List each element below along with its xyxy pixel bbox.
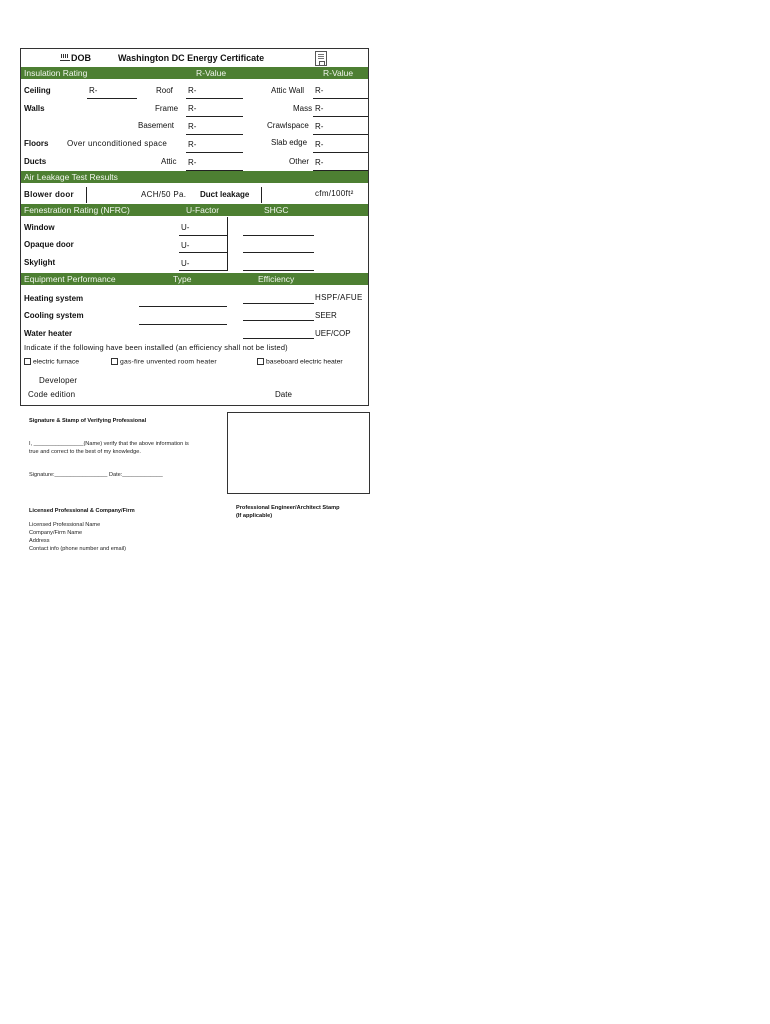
- licensed-line-company: Company/Firm Name: [29, 530, 83, 536]
- type-header: Type: [173, 274, 192, 284]
- roof-label: Roof: [156, 86, 173, 95]
- crawlspace-underline: [313, 134, 368, 135]
- basement-label: Basement: [138, 121, 175, 130]
- checkbox-icon: [257, 358, 264, 365]
- window-u-underline: [179, 235, 227, 236]
- over-unconditioned-label: Over unconditioned space: [67, 139, 168, 148]
- stamp-box[interactable]: [227, 412, 370, 494]
- heating-efficiency-underline[interactable]: [243, 303, 314, 304]
- fenestration-bar: [21, 204, 368, 216]
- cfm-unit: cfm/100ft²: [315, 189, 354, 198]
- slab-edge-r-field[interactable]: R-: [315, 140, 324, 149]
- basement-r-field[interactable]: R-: [188, 122, 197, 131]
- blower-door-divider: [86, 187, 87, 203]
- window-label: Window: [24, 223, 55, 232]
- skylight-label: Skylight: [24, 258, 56, 267]
- duct-leakage-divider: [261, 187, 262, 203]
- ducts-label: Ducts: [24, 157, 47, 166]
- air-leakage-label: Air Leakage Test Results: [24, 172, 118, 182]
- code-edition-label: Code edition: [28, 390, 76, 399]
- opaque-door-u-field[interactable]: U-: [181, 241, 190, 250]
- rvalue-header-2: R-Value: [323, 68, 354, 78]
- slab-edge-underline: [313, 152, 368, 153]
- insulation-rating-bar: [21, 67, 368, 79]
- attic-r-field[interactable]: R-: [188, 158, 197, 167]
- ach-unit: ACH/50 Pa.: [141, 190, 187, 199]
- verify-heading: Signature & Stamp of Verifying Professional: [29, 418, 147, 424]
- rvalue-header-1: R-Value: [196, 68, 227, 78]
- air-leakage-bar: [21, 171, 368, 183]
- ceiling-underline: [87, 98, 137, 99]
- date-label: Date: [275, 390, 292, 399]
- window-shgc-underline: [243, 235, 314, 236]
- frame-underline: [186, 116, 243, 117]
- mass-label: Mass: [293, 104, 313, 113]
- roof-r-field[interactable]: R-: [188, 86, 197, 95]
- dc-seal-icon: [315, 51, 327, 66]
- cooling-type-underline[interactable]: [139, 324, 227, 325]
- licensed-line-name: Licensed Professional Name: [29, 522, 101, 528]
- cooling-efficiency-underline[interactable]: [243, 320, 314, 321]
- water-heater-label: Water heater: [24, 329, 73, 338]
- attic-wall-underline: [313, 98, 368, 99]
- water-unit: UEF/COP: [315, 329, 351, 338]
- floors-label: Floors: [24, 139, 49, 148]
- cooling-unit: SEER: [315, 311, 337, 320]
- opaque-door-label: Opaque door: [24, 240, 74, 249]
- other-r-field[interactable]: R-: [315, 158, 324, 167]
- option-gas-heater-label: gas-fire unvented room heater: [120, 358, 217, 366]
- ufactor-divider: [227, 217, 228, 271]
- option-baseboard-heater[interactable]: [257, 358, 343, 365]
- option-baseboard-heater-label: baseboard electric heater: [266, 358, 343, 366]
- frame-label: Frame: [155, 104, 179, 113]
- attic-wall-label: Attic Wall: [271, 86, 305, 95]
- licensed-heading: Licensed Professional & Company/Firm: [29, 508, 135, 514]
- skylight-u-underline: [179, 270, 227, 271]
- heating-type-underline[interactable]: [139, 306, 227, 307]
- attic-label: Attic: [161, 157, 177, 166]
- licensed-line-address: Address: [29, 538, 50, 544]
- option-gas-heater[interactable]: [111, 358, 217, 365]
- equipment-label: Equipment Performance: [24, 274, 116, 284]
- certificate-title: Washington DC Energy Certificate: [118, 53, 265, 63]
- basement-underline: [186, 134, 243, 135]
- licensed-line-contact: Contact info (phone number and email): [29, 546, 127, 552]
- org-name: DOB: [71, 53, 91, 63]
- efficiency-header: Efficiency: [258, 274, 295, 284]
- heating-unit: HSPF/AFUE: [315, 293, 363, 302]
- skylight-u-field[interactable]: U-: [181, 259, 190, 268]
- skylight-shgc-underline: [243, 270, 314, 271]
- ceiling-label: Ceiling: [24, 86, 51, 95]
- stamp-label-2: (If applicable): [236, 513, 273, 519]
- crawlspace-r-field[interactable]: R-: [315, 122, 324, 131]
- fenestration-label: Fenestration Rating (NFRC): [24, 205, 130, 215]
- ufactor-header: U-Factor: [186, 205, 220, 215]
- energy-certificate-card: [20, 48, 369, 406]
- indicate-text: Indicate if the following have been installed (an efficiency shall not be listed): [24, 343, 288, 352]
- verify-statement-2: true and correct to the best of my knowledge.: [29, 449, 141, 455]
- window-u-field[interactable]: U-: [181, 223, 190, 232]
- walls-label: Walls: [24, 104, 45, 113]
- stamp-label-1: Professional Engineer/Architect Stamp: [236, 505, 340, 511]
- verify-statement-1: I, ________________(Name) verify that the above information is: [29, 441, 189, 447]
- mass-r-field[interactable]: R-: [315, 104, 324, 113]
- cooling-system-label: Cooling system: [24, 311, 84, 320]
- roof-underline: [186, 98, 243, 99]
- opaque-door-u-underline: [179, 252, 227, 253]
- crawlspace-label: Crawlspace: [267, 121, 309, 130]
- verify-signature-line[interactable]: Signature:_________________ Date:_____________: [29, 472, 163, 478]
- equipment-bar: [21, 273, 368, 285]
- option-electric-furnace[interactable]: [24, 358, 79, 365]
- slab-edge-label: Slab edge: [271, 138, 308, 147]
- attic-wall-r-field[interactable]: R-: [315, 86, 324, 95]
- checkbox-icon: [24, 358, 31, 365]
- opaque-door-shgc-underline: [243, 252, 314, 253]
- heating-system-label: Heating system: [24, 294, 84, 303]
- dob-logo-icon: [60, 53, 70, 61]
- floors-r-field[interactable]: R-: [188, 140, 197, 149]
- checkbox-icon: [111, 358, 118, 365]
- option-electric-furnace-label: electric furnace: [33, 358, 80, 366]
- duct-leakage-label: Duct leakage: [200, 190, 250, 199]
- mass-underline: [313, 116, 368, 117]
- developer-label: Developer: [39, 376, 78, 385]
- other-label: Other: [289, 157, 310, 166]
- shgc-header: SHGC: [264, 205, 289, 215]
- insulation-rating-label: Insulation Rating: [24, 68, 88, 78]
- frame-r-field[interactable]: R-: [188, 104, 197, 113]
- ceiling-r-field[interactable]: R-: [89, 86, 98, 95]
- floors-underline: [186, 152, 243, 153]
- water-efficiency-underline[interactable]: [243, 338, 314, 339]
- blower-door-label: Blower door: [24, 190, 74, 199]
